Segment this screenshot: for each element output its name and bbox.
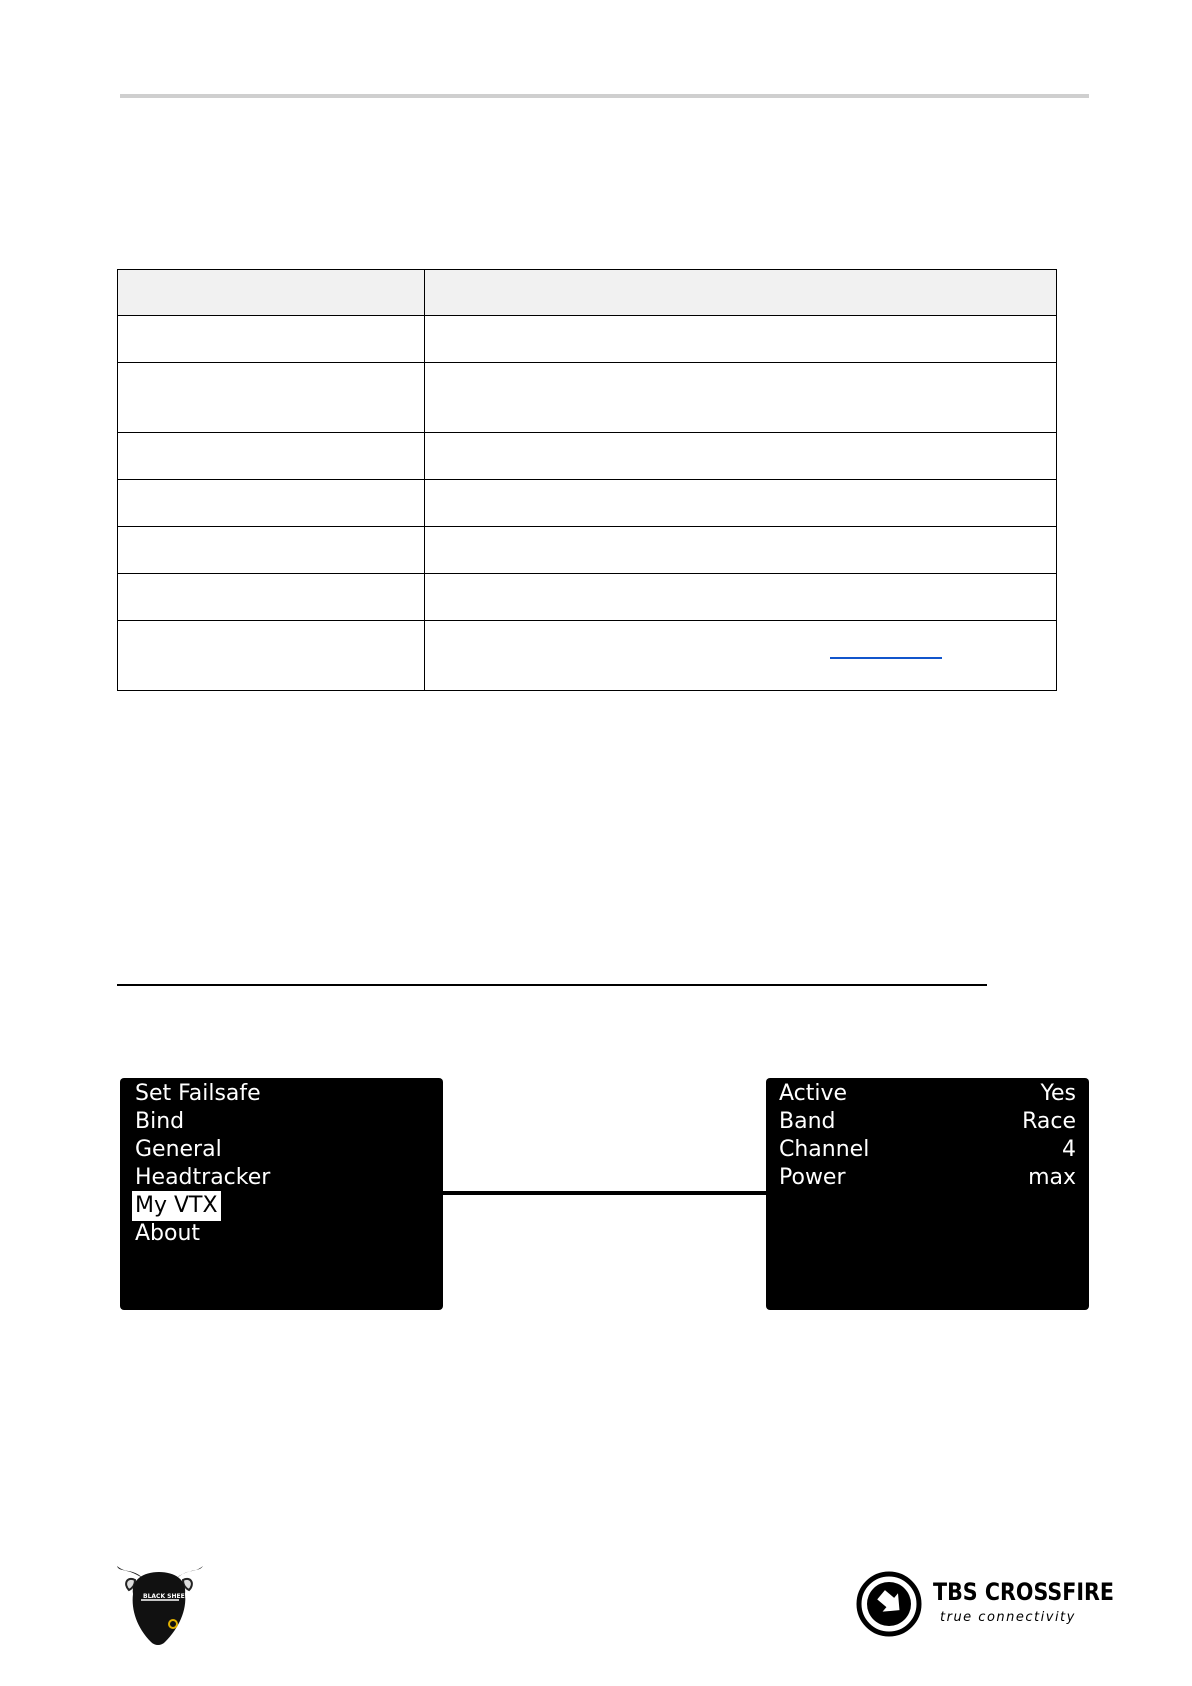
table-cell bbox=[118, 527, 425, 574]
table-cell bbox=[118, 480, 425, 527]
menu-item-headtracker[interactable]: Headtracker bbox=[135, 1165, 271, 1190]
table-cell bbox=[425, 363, 1057, 433]
table-row bbox=[118, 363, 1057, 433]
table-cell bbox=[425, 480, 1057, 527]
tbs-arrow-icon bbox=[855, 1570, 925, 1638]
section-heading-rule bbox=[117, 984, 987, 986]
tbs-crossfire-logo bbox=[855, 1570, 1115, 1638]
table-row bbox=[118, 480, 1057, 527]
menu-item-bind[interactable]: Bind bbox=[135, 1109, 185, 1134]
table-cell bbox=[425, 527, 1057, 574]
vtx-label: Power bbox=[779, 1165, 846, 1190]
table-row bbox=[118, 316, 1057, 363]
table-header-cell bbox=[118, 270, 425, 316]
vtx-row-channel[interactable] bbox=[779, 1136, 1076, 1164]
svg-text:BLACK SHEEP: BLACK SHEEP bbox=[143, 1593, 190, 1600]
table-row bbox=[118, 574, 1057, 621]
vtx-value: max bbox=[1028, 1165, 1076, 1190]
link-underline[interactable] bbox=[830, 657, 942, 659]
menu-item-set-failsafe[interactable]: Set Failsafe bbox=[135, 1081, 261, 1106]
table-cell bbox=[118, 621, 425, 691]
vtx-label: Active bbox=[779, 1081, 848, 1106]
menu-item-general[interactable]: General bbox=[135, 1137, 222, 1162]
vtx-label: Band bbox=[779, 1109, 836, 1134]
screen-connector-line bbox=[443, 1191, 766, 1195]
table-cell bbox=[118, 574, 425, 621]
table-row bbox=[118, 433, 1057, 480]
table-cell bbox=[425, 574, 1057, 621]
vtx-value: Race bbox=[1022, 1109, 1076, 1134]
vtx-value: 4 bbox=[1062, 1137, 1076, 1162]
black-sheep-logo bbox=[117, 1562, 207, 1648]
vtx-value: Yes bbox=[1040, 1081, 1076, 1106]
table-header-cell bbox=[425, 270, 1057, 316]
table-row bbox=[118, 621, 1057, 691]
table-cell bbox=[425, 316, 1057, 363]
table-cell bbox=[425, 621, 1057, 691]
spec-table bbox=[117, 269, 1057, 691]
vtx-row-band[interactable] bbox=[779, 1108, 1076, 1136]
table-cell bbox=[118, 363, 425, 433]
sheep-head-icon bbox=[117, 1562, 207, 1648]
main-menu-screen bbox=[120, 1078, 443, 1310]
vtx-row-active[interactable] bbox=[779, 1080, 1076, 1108]
table-header-row bbox=[118, 270, 1057, 316]
tbs-brand-name: TBS CROSSFIRE bbox=[933, 1578, 1115, 1606]
vtx-row-power[interactable] bbox=[779, 1164, 1076, 1192]
menu-item-my-vtx[interactable]: My VTX bbox=[135, 1193, 218, 1218]
my-vtx-screen bbox=[766, 1078, 1089, 1310]
tbs-tagline: true connectivity bbox=[940, 1610, 1076, 1625]
table-row bbox=[118, 527, 1057, 574]
menu-item-about[interactable]: About bbox=[135, 1221, 201, 1246]
table-cell bbox=[118, 433, 425, 480]
table-cell bbox=[425, 433, 1057, 480]
vtx-label: Channel bbox=[779, 1137, 870, 1162]
table-cell bbox=[118, 316, 425, 363]
header-rule bbox=[120, 94, 1089, 98]
